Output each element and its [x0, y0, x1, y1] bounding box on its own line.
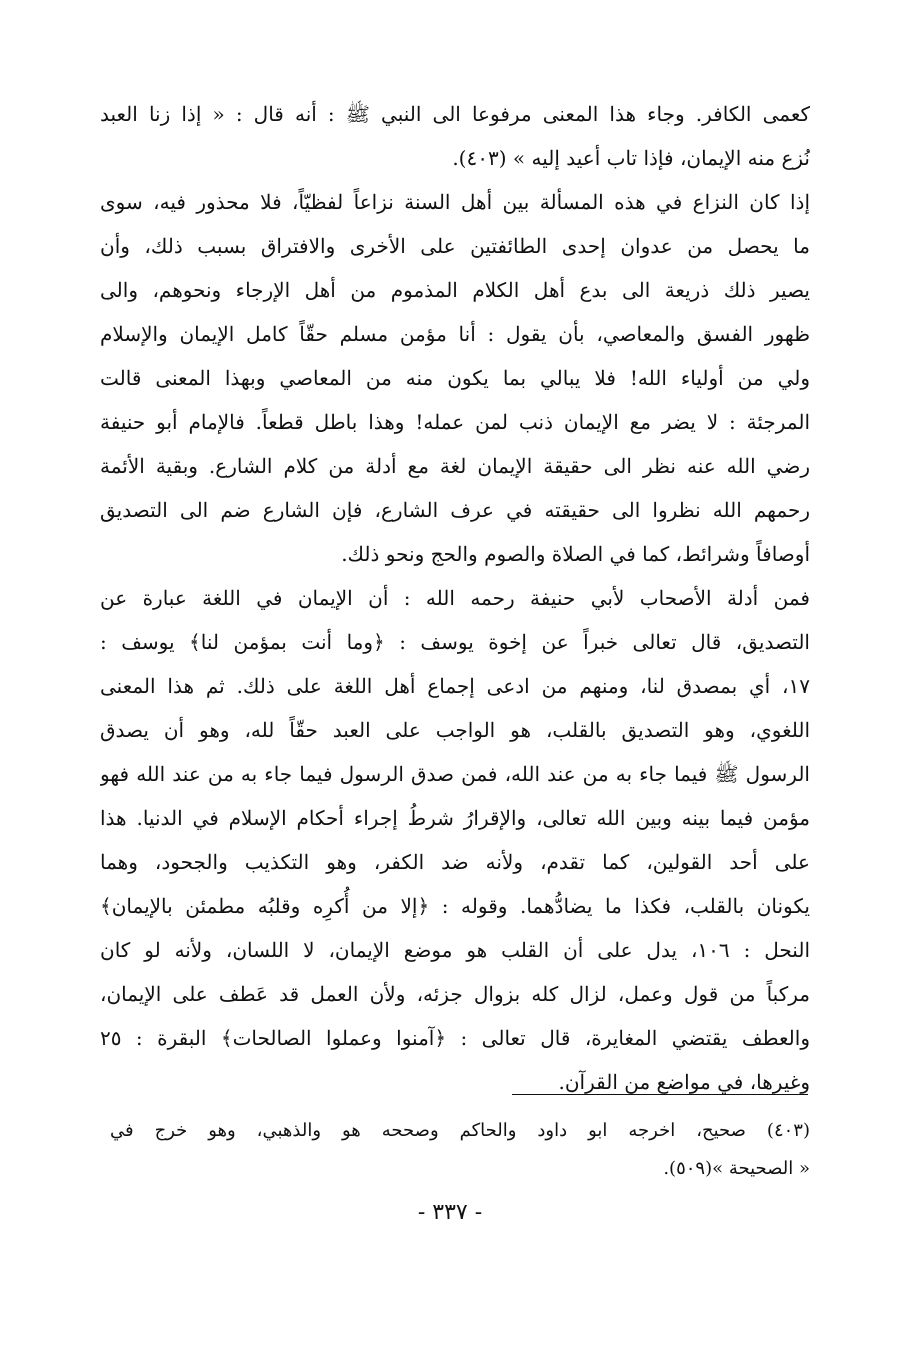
text-line: ظهور الفسق والمعاصي، بأن يقول : أنا مؤمن مسلم حقّاً كامل الإيمان والإسلام	[100, 322, 810, 346]
text-line: المرجئة : لا يضر مع الإيمان ذنب لمن عمله! وهذا باطل قطعاً. فالإمام أبو حنيفة	[100, 410, 810, 434]
footnote	[110, 1112, 810, 1188]
text-line: ١٧، أي بمصدق لنا، ومنهم من ادعى إجماع أهل اللغة على ذلك. ثم هذا المعنى	[100, 674, 810, 698]
text-line: رحمهم الله نظروا الى حقيقته في عرف الشارع، فإن الشارع ضم الى التصديق	[100, 498, 810, 522]
page-number: - ٣٣٧ -	[417, 1200, 483, 1225]
text-line: فمن أدلة الأصحاب لأبي حنيفة رحمه الله : أن الإيمان في اللغة عبارة عن	[100, 586, 810, 610]
text-line: نُزع منه الإيمان، فإذا تاب أعيد إليه » (٤٠٣).	[452, 146, 810, 170]
text-line: اللغوي، وهو التصديق بالقلب، هو الواجب على العبد حقّاً لله، وهو أن يصدق	[100, 718, 810, 742]
main-text	[100, 92, 810, 1104]
text-line: يصير ذلك ذريعة الى بدع أهل الكلام المذموم من أهل الإرجاء ونحوهم، والى	[100, 278, 810, 302]
text-line: إذا كان النزاع في هذه المسألة بين أهل السنة نزاعاً لفظيّاً، فلا محذور فيه، سوى	[100, 190, 810, 214]
text-line: أوصافاً وشرائط، كما في الصلاة والصوم والحج ونحو ذلك.	[341, 542, 810, 566]
text-line: رضي الله عنه نظر الى حقيقة الإيمان لغة مع أدلة من كلام الشارع. وبقية الأئمة	[100, 454, 810, 478]
text-line: يكونان بالقلب، فكذا ما يضادُّهما. وقوله : ﴿إلا من أُكرِه وقلبُه مطمئن بالإيمان﴾	[100, 894, 810, 918]
footnote-line: « الصحيحة »(٥٠٩).	[663, 1158, 810, 1179]
text-line: على أحد القولين، كما تقدم، ولأنه ضد الكفر، وهو التكذيب والجحود، وهما	[100, 850, 810, 874]
text-line: والعطف يقتضي المغايرة، قال تعالى : ﴿آمنوا وعملوا الصالحات﴾ البقرة : ٢٥	[100, 1026, 810, 1050]
text-line: التصديق، قال تعالى خبراً عن إخوة يوسف : ﴿وما أنت بمؤمن لنا﴾ يوسف :	[100, 630, 810, 654]
text-line: الرسول ﷺ فيما جاء به من عند الله، فمن صدق الرسول فيما جاء به من عند الله فهو	[100, 762, 810, 786]
text-line: النحل : ١٠٦، يدل على أن القلب هو موضع الإيمان، لا اللسان، ولأنه لو كان	[100, 938, 810, 962]
text-line: ولي من أولياء الله! فلا يبالي بما يكون منه من المعاصي وبهذا المعنى قالت	[100, 366, 810, 390]
text-line: كعمى الكافر. وجاء هذا المعنى مرفوعا الى النبي ﷺ : أنه قال : « إذا زنا العبد	[100, 102, 810, 126]
text-line: مركباً من قول وعمل، لزال كله بزوال جزئه، ولأن العمل قد عَطف على الإيمان،	[100, 982, 810, 1006]
text-line: مؤمن فيما بينه وبين الله تعالى، والإقرارُ شرطُ إجراء أحكام الإسلام في الدنيا. هذا	[100, 806, 810, 830]
text-line: ما يحصل من عدوان إحدى الطائفتين على الأخرى والافتراق بسبب ذلك، وأن	[100, 234, 810, 258]
footnote-divider	[512, 1094, 808, 1095]
text-line: وغيرها، في مواضع من القرآن.	[558, 1070, 810, 1094]
footnote-line: (٤٠٣) صحيح، اخرجه ابو داود والحاكم وصححه هو والذهبي، وهو خرج في	[110, 1120, 810, 1141]
